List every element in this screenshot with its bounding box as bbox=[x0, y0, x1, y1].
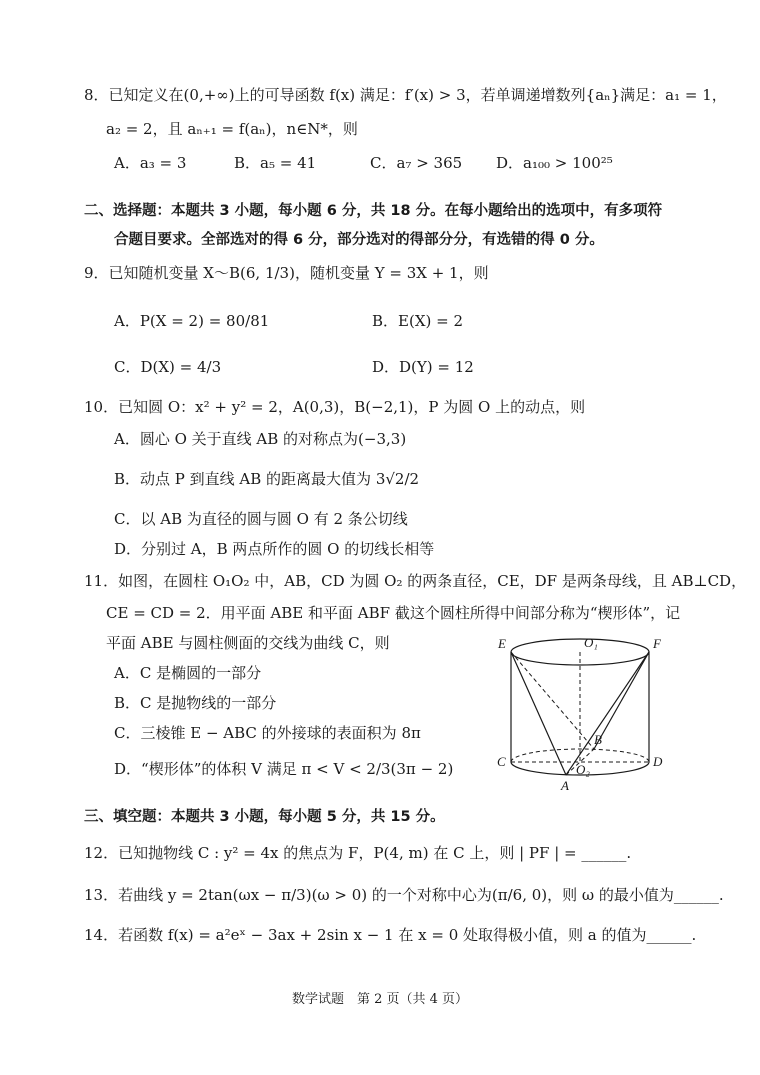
q11-option-c: C．三棱锥 E − ABC 的外接球的表面积为 8π bbox=[114, 724, 421, 742]
page-footer: 数学试题 第 2 页（共 4 页） bbox=[291, 992, 469, 1007]
q8-line2: a₂ = 2，且 aₙ₊₁ = f(aₙ)，n∈N*，则 bbox=[106, 120, 358, 138]
q12-text: 12．已知抛物线 C : y² = 4x 的焦点为 F，P(4, m) 在 C 上，则 | PF | = ______. bbox=[84, 844, 632, 862]
label-d: D bbox=[653, 754, 663, 769]
label-o2: O₂ bbox=[576, 762, 590, 777]
q8-option-d: D．a₁₀₀ > 100²⁵ bbox=[496, 154, 613, 172]
section3-heading: 三、填空题：本题共 3 小题，每小题 5 分，共 15 分。 bbox=[84, 809, 445, 825]
section2-heading-line2: 合题目要求。全部选对的得 6 分，部分选对的得部分分，有选错的得 0 分。 bbox=[114, 232, 604, 248]
q10-option-a: A．圆心 O 关于直线 AB 的对称点为(−3,3) bbox=[114, 430, 407, 448]
label-e: E bbox=[498, 636, 506, 651]
q14-text: 14．若函数 f(x) = a²eˣ − 3ax + 2sin x − 1 在 x = 0 处取得极小值，则 a 的值为______. bbox=[84, 926, 697, 944]
q8-option-b: B．a₅ = 41 bbox=[234, 154, 317, 172]
q9-option-a: A．P(X = 2) = 80/81 bbox=[114, 312, 270, 330]
q9-stem: 9．已知随机变量 X～B(6, 1/3)，随机变量 Y = 3X + 1，则 bbox=[84, 264, 489, 282]
q11-line2: CE = CD = 2．用平面 ABE 和平面 ABF 截这个圆柱所得中间部分称为“楔形体”，记 bbox=[106, 604, 681, 622]
q10-option-b: B．动点 P 到直线 AB 的距离最大值为 3√2/2 bbox=[114, 470, 420, 488]
label-a: A bbox=[561, 778, 569, 793]
q13-text: 13．若曲线 y = 2tan(ωx − π/3)(ω > 0) 的一个对称中心为(π/6, 0)，则 ω 的最小值为______. bbox=[84, 886, 724, 904]
cylinder-figure bbox=[490, 622, 670, 794]
label-f: F bbox=[653, 636, 661, 651]
q11-option-b: B．C 是抛物线的一部分 bbox=[114, 694, 277, 712]
q10-option-d: D．分别过 A，B 两点所作的圆 O 的切线长相等 bbox=[114, 540, 435, 558]
label-o1: O₁ bbox=[584, 635, 598, 650]
q11-option-a: A．C 是椭圆的一部分 bbox=[114, 664, 262, 682]
q8-option-a: A．a₃ = 3 bbox=[114, 154, 187, 172]
q9-option-d: D．D(Y) = 12 bbox=[372, 358, 474, 376]
q11-line1: 11．如图，在圆柱 O₁O₂ 中，AB，CD 为圆 O₂ 的两条直径，CE，DF 是两条母线，且 AB⊥CD， bbox=[84, 572, 747, 590]
label-c: C bbox=[497, 754, 506, 769]
q8-option-c: C．a₇ > 365 bbox=[370, 154, 463, 172]
q10-option-c: C．以 AB 为直径的圆与圆 O 有 2 条公切线 bbox=[114, 510, 408, 528]
label-b: B bbox=[594, 732, 602, 747]
section2-heading-line1: 二、选择题：本题共 3 小题，每小题 6 分，共 18 分。在每小题给出的选项中，有多项符 bbox=[84, 203, 663, 219]
q9-option-c: C．D(X) = 4/3 bbox=[114, 358, 222, 376]
q11-line3: 平面 ABE 与圆柱侧面的交线为曲线 C，则 bbox=[106, 634, 390, 652]
q10-stem: 10．已知圆 O：x² + y² = 2，A(0,3)，B(−2,1)，P 为圆 O 上的动点，则 bbox=[84, 398, 586, 416]
q9-option-b: B．E(X) = 2 bbox=[372, 312, 464, 330]
q11-option-d: D．“楔形体”的体积 V 满足 π < V < 2/3(3π − 2) bbox=[114, 760, 454, 778]
q8-line1: 8．已知定义在(0,+∞)上的可导函数 f(x) 满足：f′(x) > 3，若单调递增数列{aₙ}满足：a₁ = 1， bbox=[84, 86, 727, 104]
